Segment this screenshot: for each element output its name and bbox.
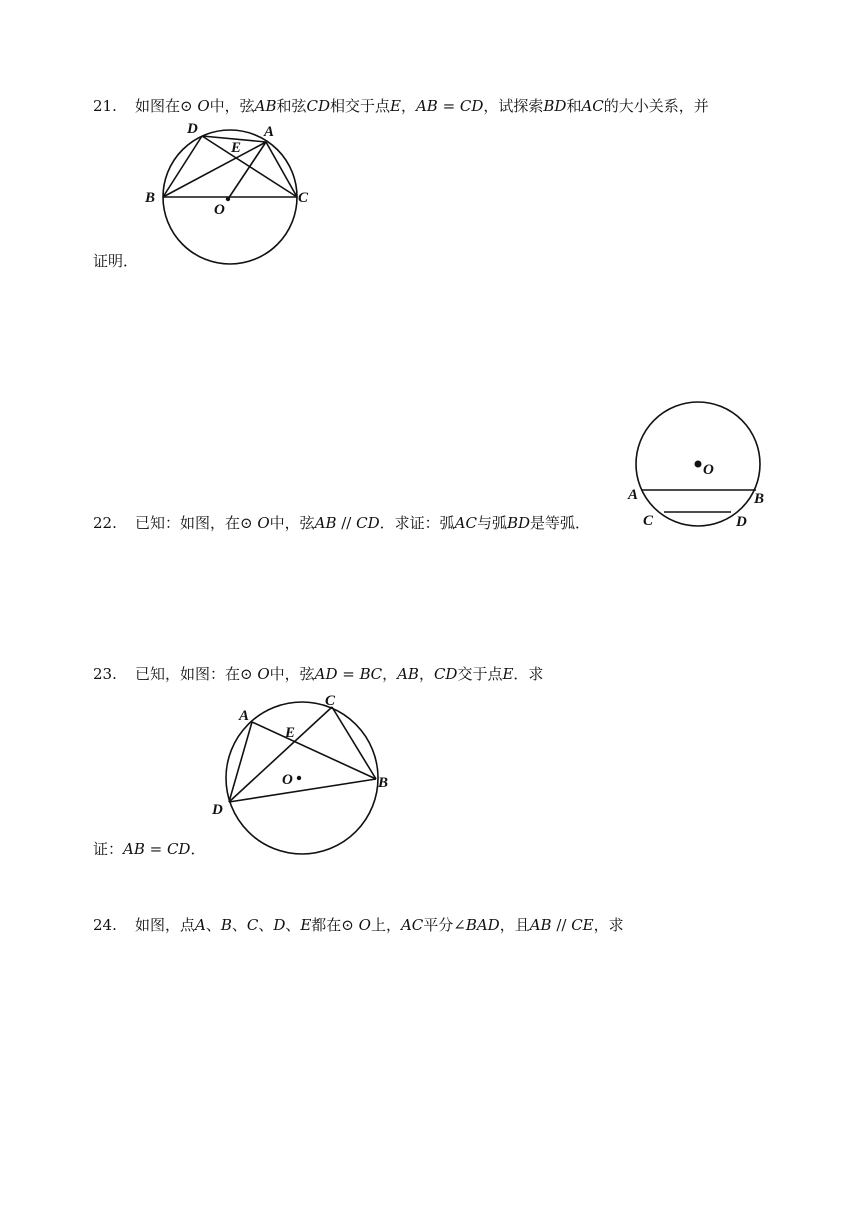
label-b: B bbox=[145, 190, 156, 206]
label-c: C bbox=[325, 693, 336, 709]
question-text: 如图在⊙ 𝑂中，弦𝐴𝐵和弦𝐶𝐷相交于点𝐸，𝐴𝐵 = 𝐶𝐷，试探索𝐵𝐷和𝐴𝐶的大小关系，并 bbox=[135, 97, 709, 115]
question-21-continuation: 证明． bbox=[93, 252, 139, 270]
label-o: O bbox=[703, 462, 714, 478]
label-a: A bbox=[628, 487, 639, 503]
question-23-continuation: 证：𝐴𝐵 = 𝐶𝐷． bbox=[93, 840, 206, 858]
question-23 bbox=[93, 664, 543, 684]
label-e: E bbox=[285, 725, 296, 741]
question-number: 21. bbox=[93, 97, 117, 115]
label-o: O bbox=[214, 202, 225, 218]
label-a: A bbox=[239, 708, 250, 724]
label-c: C bbox=[643, 513, 654, 529]
question-text: 如图，点𝐴、𝐵、𝐶、𝐷、𝐸都在⊙ 𝑂上，𝐴𝐶平分∠𝐵𝐴𝐷，且𝐴𝐵 // 𝐶𝐸，求 bbox=[135, 916, 624, 934]
question-number: 23. bbox=[93, 665, 117, 683]
question-text: 已知，如图：在⊙ 𝑂中，弦𝐴𝐷 = 𝐵𝐶，𝐴𝐵，𝐶𝐷交于点𝐸．求 bbox=[135, 665, 544, 683]
label-e: E bbox=[231, 140, 242, 156]
label-d: D bbox=[736, 514, 747, 530]
label-b: B bbox=[754, 491, 765, 507]
question-number: 22. bbox=[93, 514, 117, 532]
label-a: A bbox=[264, 124, 275, 140]
label-b: B bbox=[378, 775, 389, 791]
question-24 bbox=[93, 915, 624, 935]
question-text: 已知：如图，在⊙ 𝑂中，弦𝐴𝐵 // 𝐶𝐷．求证：弧𝐴𝐶与弧𝐵𝐷是等弧． bbox=[135, 514, 590, 532]
label-c: C bbox=[298, 190, 309, 206]
label-d: D bbox=[212, 802, 223, 818]
figure-q23 bbox=[205, 688, 400, 858]
figure-q22 bbox=[625, 398, 775, 533]
question-21 bbox=[93, 96, 709, 116]
figure-q21 bbox=[140, 118, 340, 268]
label-d: D bbox=[187, 121, 198, 137]
question-number: 24. bbox=[93, 916, 117, 934]
label-o: O bbox=[282, 772, 293, 788]
question-22 bbox=[93, 513, 590, 533]
